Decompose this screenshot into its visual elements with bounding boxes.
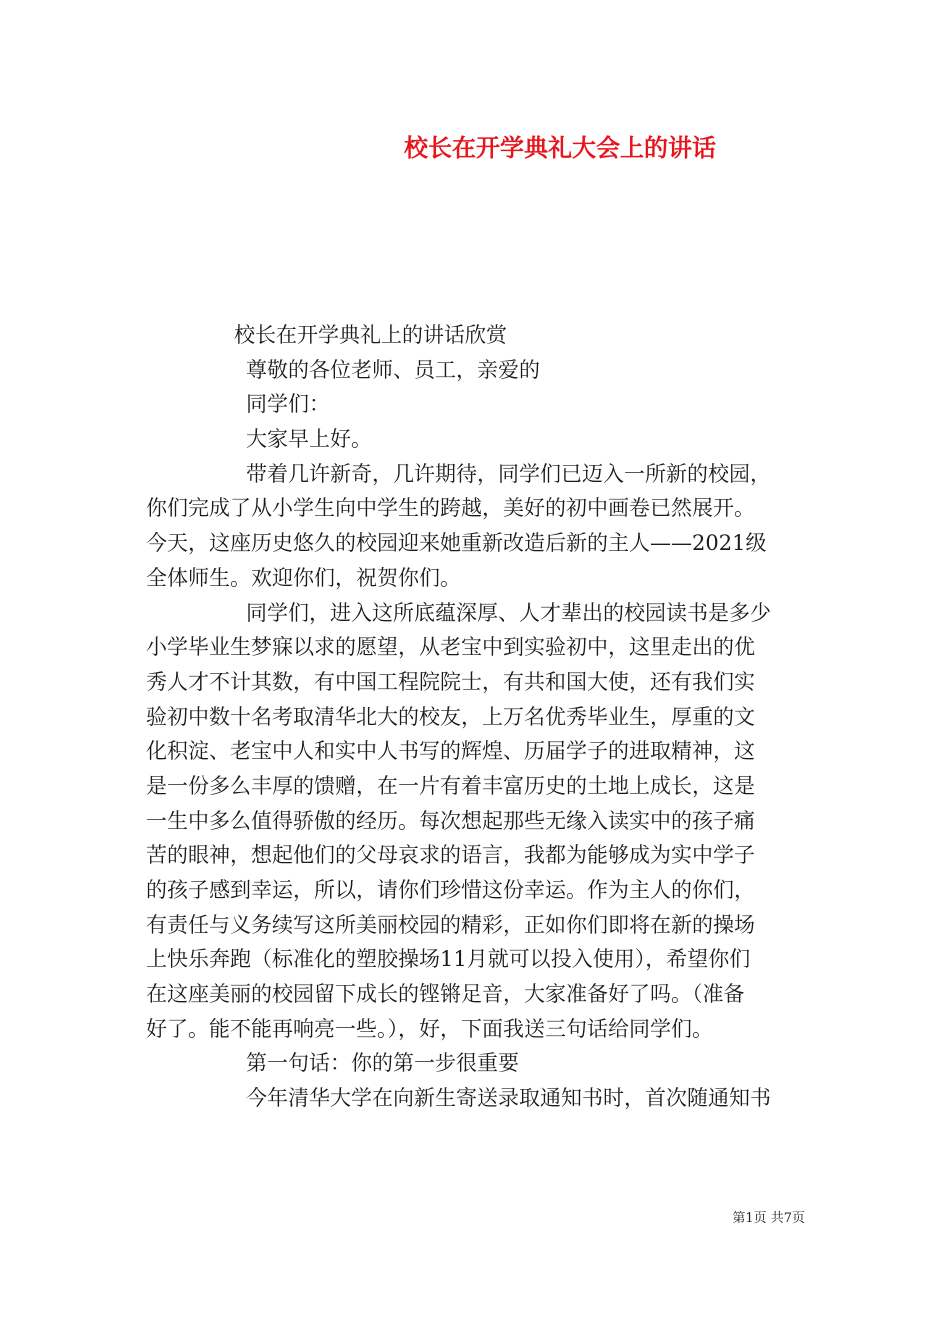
body-line: 你们完成了从小学生向中学生的跨越，美好的初中画卷已然展开。 — [146, 496, 755, 521]
body-line: 有责任与义务续写这所美丽校园的精彩，正如你们即将在新的操场 — [146, 912, 755, 937]
body-line: 在这座美丽的校园留下成长的铿锵足音，大家准备好了吗。（准备 — [146, 982, 745, 1007]
body-line: 第一句话：你的第一步很重要 — [246, 1051, 519, 1076]
body-line: 今天，这座历史悠久的校园迎来她重新改造后新的主人——2021级 — [146, 531, 767, 556]
body-line: 全体师生。欢迎你们，祝贺你们。 — [146, 565, 461, 590]
body-line: 验初中数十名考取清华北大的校友，上万名优秀毕业生，厚重的文 — [146, 704, 755, 729]
body-line: 带着几许新奇，几许期待，同学们已迈入一所新的校园， — [246, 461, 771, 486]
body-line: 苦的眼神，想起他们的父母哀求的语言，我都为能够成为实中学子 — [146, 843, 755, 868]
body-line: 一生中多么值得骄傲的经历。每次想起那些无缘入读实中的孩子痛 — [146, 808, 755, 833]
body-line: 同学们： — [246, 392, 330, 417]
body-line: 是一份多么丰厚的馈赠，在一片有着丰富历史的土地上成长，这是 — [146, 773, 755, 798]
body-line: 上快乐奔跑（标准化的塑胶操场11月就可以投入使用），希望你们 — [146, 947, 751, 972]
body-line: 尊敬的各位老师、员工，亲爱的 — [246, 357, 540, 382]
body-line: 化积淀、老宝中人和实中人书写的辉煌、历届学子的进取精神，这 — [146, 739, 755, 764]
body-line: 同学们，进入这所底蕴深厚、人才辈出的校园读书是多少 — [246, 600, 771, 625]
body-line: 今年清华大学在向新生寄送录取通知书时，首次随通知书 — [246, 1086, 771, 1111]
document-title: 校长在开学典礼大会上的讲话 — [404, 133, 716, 162]
body-line: 秀人才不计其数，有中国工程院院士，有共和国大使，还有我们实 — [146, 669, 755, 694]
page-number: 第1页 共7页 — [732, 1211, 805, 1226]
body-line: 小学毕业生梦寐以求的愿望，从老宝中到实验初中，这里走出的优 — [146, 635, 755, 660]
body-line: 校长在开学典礼上的讲话欣赏 — [234, 323, 507, 347]
body-line: 大家早上好。 — [246, 427, 372, 452]
document-body — [146, 318, 806, 1116]
body-line: 的孩子感到幸运，所以，请你们珍惜这份幸运。作为主人的你们， — [146, 878, 755, 902]
body-line: 好了。能不能再响亮一些。），好，下面我送三句话给同学们。 — [146, 1016, 713, 1041]
